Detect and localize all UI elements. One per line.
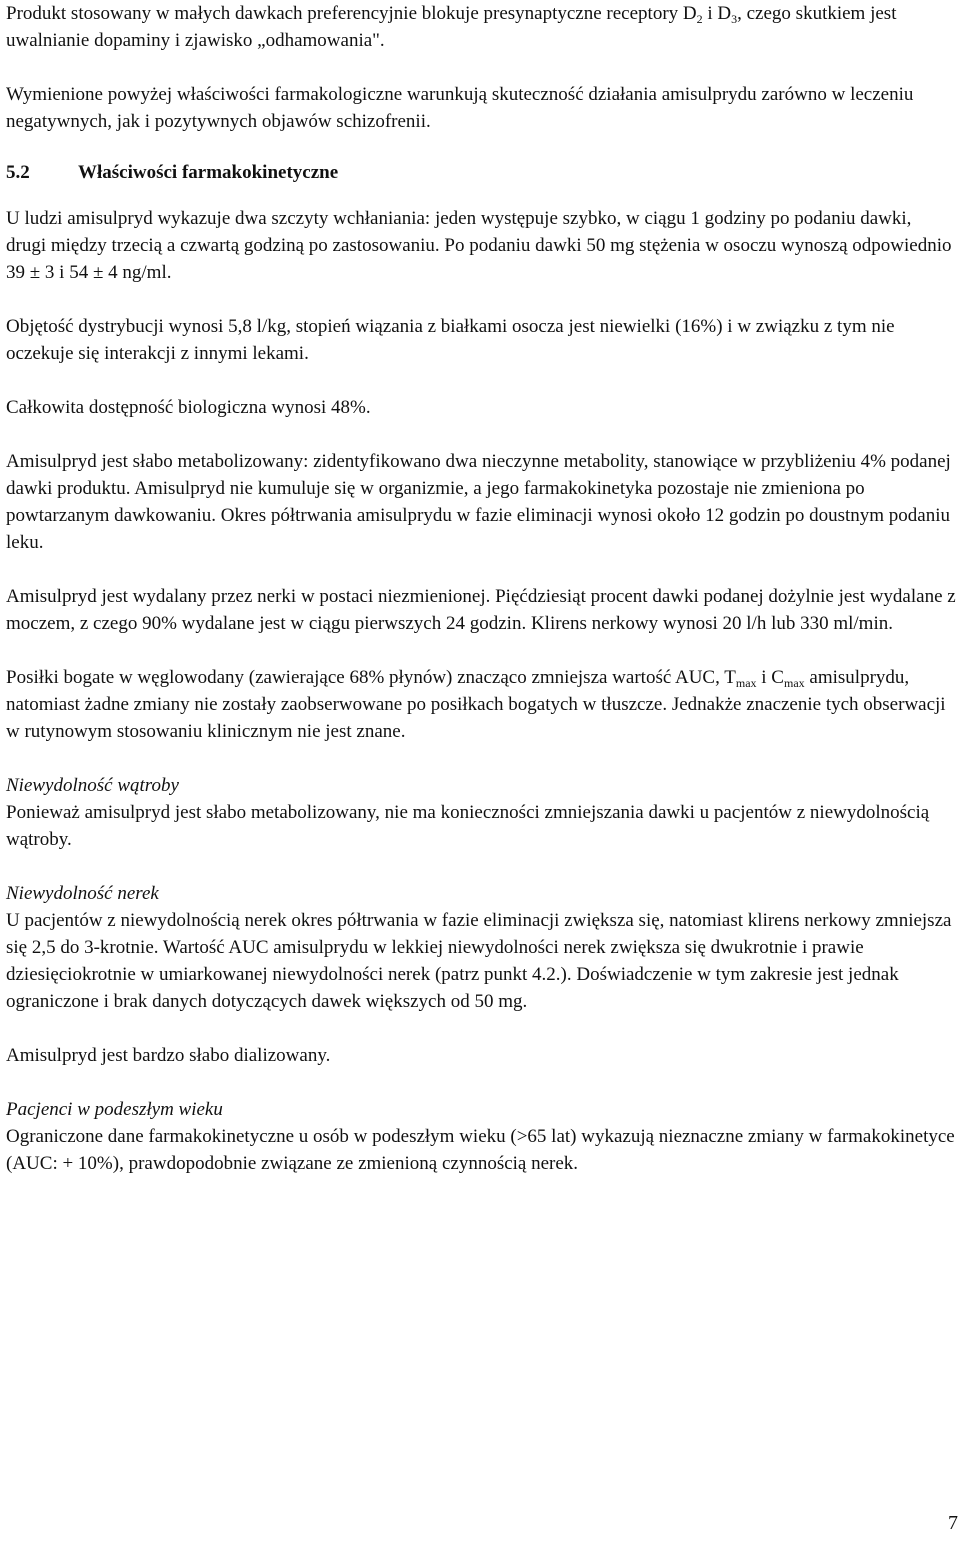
paragraph-text: i D [702,3,732,24]
paragraph-elderly: Ograniczone dane farmakokinetyczne u osób w podeszłym wieku (>65 lat) wykazują nieznaczne zmiany w farmakokinetyce (AUC: + 10%), prawdopodobnie związane ze zmienioną czynnością nerek. [6,1126,955,1174]
subscript: 2 [696,12,703,26]
paragraph-metabolism: Amisulpryd jest słabo metabolizowany: zidentyfikowano dwa nieczynne metabolity, stanowiące w przybliżeniu 4% podanej dawki produktu. Amisulpryd nie kumuluje się w organizmie, a jego farmakokinetyka pozostaje nie zmieniona po powtarzanym dawkowaniu. Okres półtrwania amisulprydu w fazie eliminacji wynosi około 12 godzin po doustnym podaniu leku. [6,451,951,553]
paragraph-text: Produkt stosowany w małych dawkach preferencyjnie blokuje presynaptyczne receptory D [6,3,697,24]
section-number: 5.2 [6,162,30,183]
paragraph-absorption: U ludzi amisulpryd wykazuje dwa szczyty wchłaniania: jeden występuje szybko, w ciągu 1 godziny po podaniu dawki, drugi między trzecią a czwartą godziną po zastosowaniu. Po podaniu dawki 50 mg stężenia w osoczu wynoszą odpowiednio 39 ± 3 i 54 ± 4 ng/ml. [6,208,952,283]
paragraph-dialysis: Amisulpryd jest bardzo słabo dializowany. [6,1045,331,1066]
section-title: Właściwości farmakokinetyczne [78,162,339,183]
document-body [6,0,956,1177]
page-number: 7 [948,1512,958,1534]
subscript: max [783,676,805,690]
paragraph-dopamine [6,0,956,54]
paragraph-distribution: Objętość dystrybucji wynosi 5,8 l/kg, stopień wiązania z białkami osocza jest niewielki (16%) i w związku z tym nie oczekuje się interakcji z innymi lekami. [6,316,895,364]
subheading-kidney: Niewydolność nerek [6,883,159,904]
paragraph-bioavailability: Całkowita dostępność biologiczna wynosi 48%. [6,397,371,418]
paragraph-pharmacology: Wymienione powyżej właściwości farmakologiczne warunkują skuteczność działania amisulprydu zarówno w leczeniu negatywnych, jak i pozytywnych objawów schizofrenii. [6,84,914,132]
paragraph-text: i C [756,667,784,688]
section-heading [6,159,956,187]
subscript: 3 [731,12,738,26]
paragraph-meals [6,664,956,745]
subheading-elderly: Pacjenci w podeszłym wieku [6,1099,223,1120]
subheading-liver: Niewydolność wątroby [6,775,179,796]
paragraph-kidney: U pacjentów z niewydolnością nerek okres półtrwania w fazie eliminacji zwiększa się, natomiast klirens nerkowy zmniejsza się 2,5 do 3-krotnie. Wartość AUC amisulprydu w lekkiej niewydolności nerek zwiększa się dwukrotnie i prawie dziesięciokrotnie w umiarkowanej niewydolności nerek (patrz punkt 4.2.). Doświadczenie w tym zakresie jest jednak ograniczone i brak danych dotyczących dawek większych od 50 mg. [6,910,952,1012]
paragraph-excretion: Amisulpryd jest wydalany przez nerki w postaci niezmienionej. Pięćdziesiąt procent dawki podanej dożylnie jest wydalane z moczem, z czego 90% wydalane jest w ciągu pierwszych 24 godzin. Klirens nerkowy wynosi 20 l/h lub 330 ml/min. [6,586,956,634]
paragraph-text: amisulprydu, natomiast żadne zmiany nie zostały zaobserwowane po posiłkach bogatych w tłuszcze. Jednakże znaczenie tych obserwacji w rutynowym stosowaniu klinicznym nie jest znane. [6,667,946,742]
subscript: max [735,676,757,690]
paragraph-liver: Ponieważ amisulpryd jest słabo metabolizowany, nie ma konieczności zmniejszania dawki u pacjentów z niewydolnością wątroby. [6,802,930,850]
paragraph-text: Posiłki bogate w węglowodany (zawierające 68% płynów) znacząco zmniejsza wartość AUC, T [6,667,736,688]
paragraph-text: , czego skutkiem jest uwalnianie dopaminy i zjawisko „odhamowania". [6,3,897,51]
